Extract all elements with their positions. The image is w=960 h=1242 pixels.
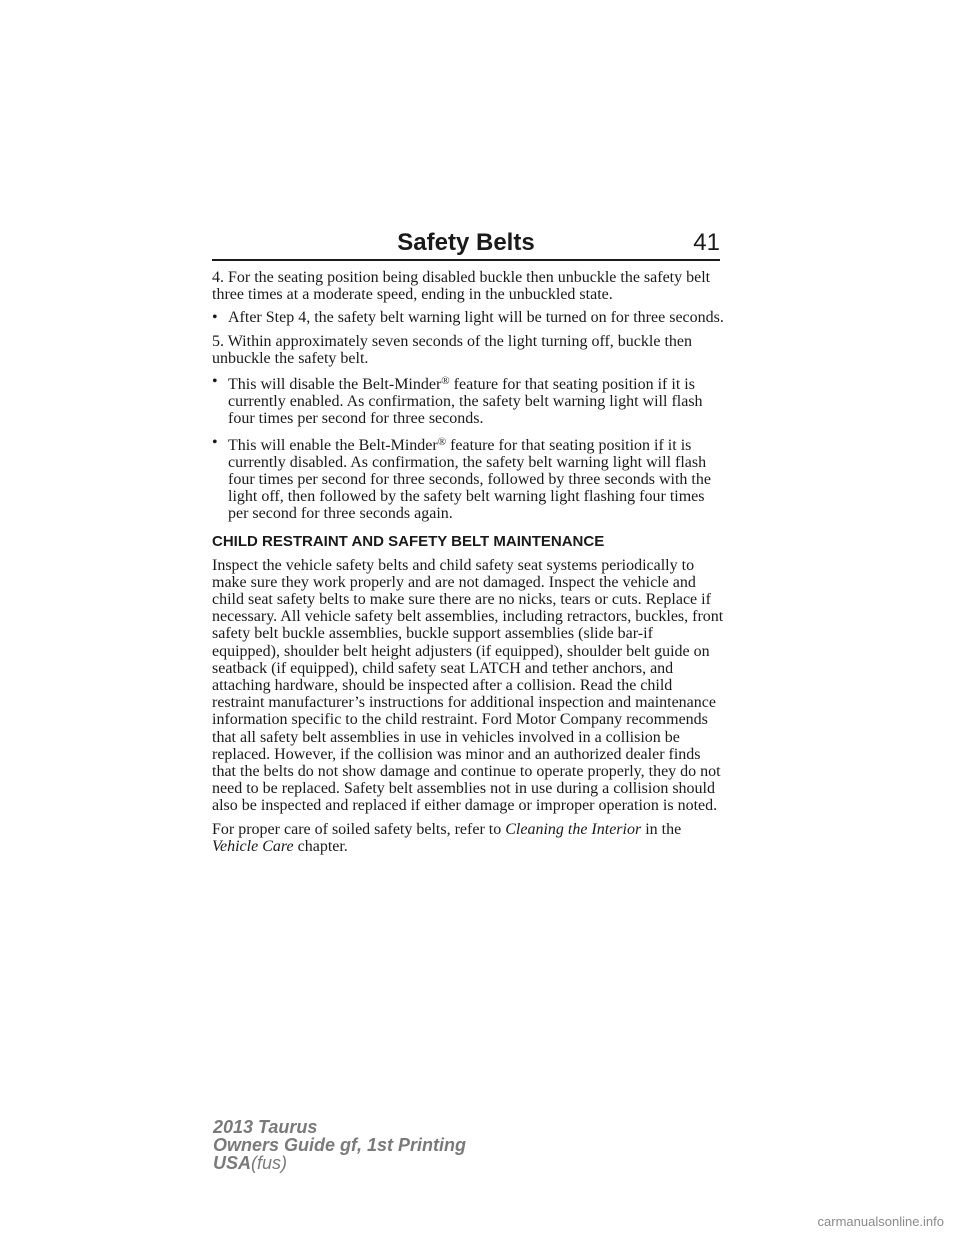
bullet-item — [212, 373, 724, 428]
bullet-text-start: This will disable the Belt-Minder — [228, 376, 442, 394]
bullet-icon: • — [212, 433, 218, 451]
cleaning-interior-reference: Cleaning the Interior — [505, 820, 642, 838]
care-text-start: For proper care of soiled safety belts, refer to — [212, 820, 502, 838]
footer-market: USA — [213, 1153, 252, 1173]
site-watermark: carmanualsonline.info — [817, 1214, 944, 1229]
footer-market-code: (fus) — [251, 1153, 288, 1173]
bullet-item — [212, 434, 724, 523]
registered-mark: ® — [441, 375, 450, 388]
bullet-icon: • — [212, 373, 218, 391]
footer-edition-line: Owners Guide gf, 1st Printing — [213, 1135, 467, 1155]
vehicle-care-reference: Vehicle Care — [212, 837, 294, 855]
care-text-end: chapter. — [297, 837, 348, 855]
bullet-item — [212, 309, 724, 326]
care-paragraph — [212, 821, 724, 855]
page-number: 41 — [693, 229, 720, 256]
maintenance-paragraph: Inspect the vehicle safety belts and child safety seat systems periodically to make sure they work properly and are not damaged. Inspect the vehicle and child seat safety belts to make sure there are no nicks, tears or cuts. Replace if necessary. All vehicle safety belt assemblies, including retractors, buckles, front safety belt buckle assemblies, buckle support assemblies (slide bar-if equipped), shoulder belt height adjusters (if equipped), shoulder belt guide on seatback (if equipped), child safety seat LATCH and tether anchors, and attaching hardware, should be inspected after a collision. Read the child restraint manufacturer’s instructions for additional inspection and maintenance information specific to the child restraint. Ford Motor Company recommends that all safety belt assemblies in use in vehicles involved in a collision be replaced. However, if the collision was minor and an authorized dealer finds that the belts do not show damage and continue to operate properly, they do not need to be replaced. Safety belt assemblies not in use during a collision should also be inspected and replaced if either damage or improper operation is noted. — [212, 556, 724, 815]
bullet-text-end: feature for that seating position if it is currently enabled. As confirmation, the safety belt warning light will flash four times per second for three seconds. — [228, 376, 703, 428]
section-title: Safety Belts — [397, 229, 535, 256]
bullet-text-end: feature for that seating position if it is currently disabled. As confirmation, the safety belt warning light will flash four times per second for three seconds, followed by three seconds with the light off, then followed by the safety belt warning light flashing four times per second for three seconds again. — [228, 436, 711, 523]
bullet-text: After Step 4, the safety belt warning light will be turned on for three seconds. — [228, 309, 724, 327]
body-content — [212, 269, 724, 861]
care-text-middle: in the — [645, 820, 682, 838]
bullet-icon: • — [212, 309, 218, 327]
step-5-paragraph: 5. Within approximately seven seconds of the light turning off, buckle then unbuckle the safety belt. — [212, 332, 692, 367]
print-footer — [213, 1118, 613, 1172]
registered-mark: ® — [437, 435, 447, 448]
maintenance-heading: CHILD RESTRAINT AND SAFETY BELT MAINTENANCE — [212, 532, 605, 550]
step-4-paragraph: 4. For the seating position being disabled buckle then unbuckle the safety belt three times at a moderate speed, ending in the unbuckled state. — [212, 269, 711, 304]
footer-market-line — [213, 1154, 613, 1172]
bullet-text-start: This will enable the Belt-Minder — [228, 436, 438, 454]
footer-model-line: 2013 Taurus — [213, 1117, 318, 1137]
header-rule — [212, 259, 720, 261]
